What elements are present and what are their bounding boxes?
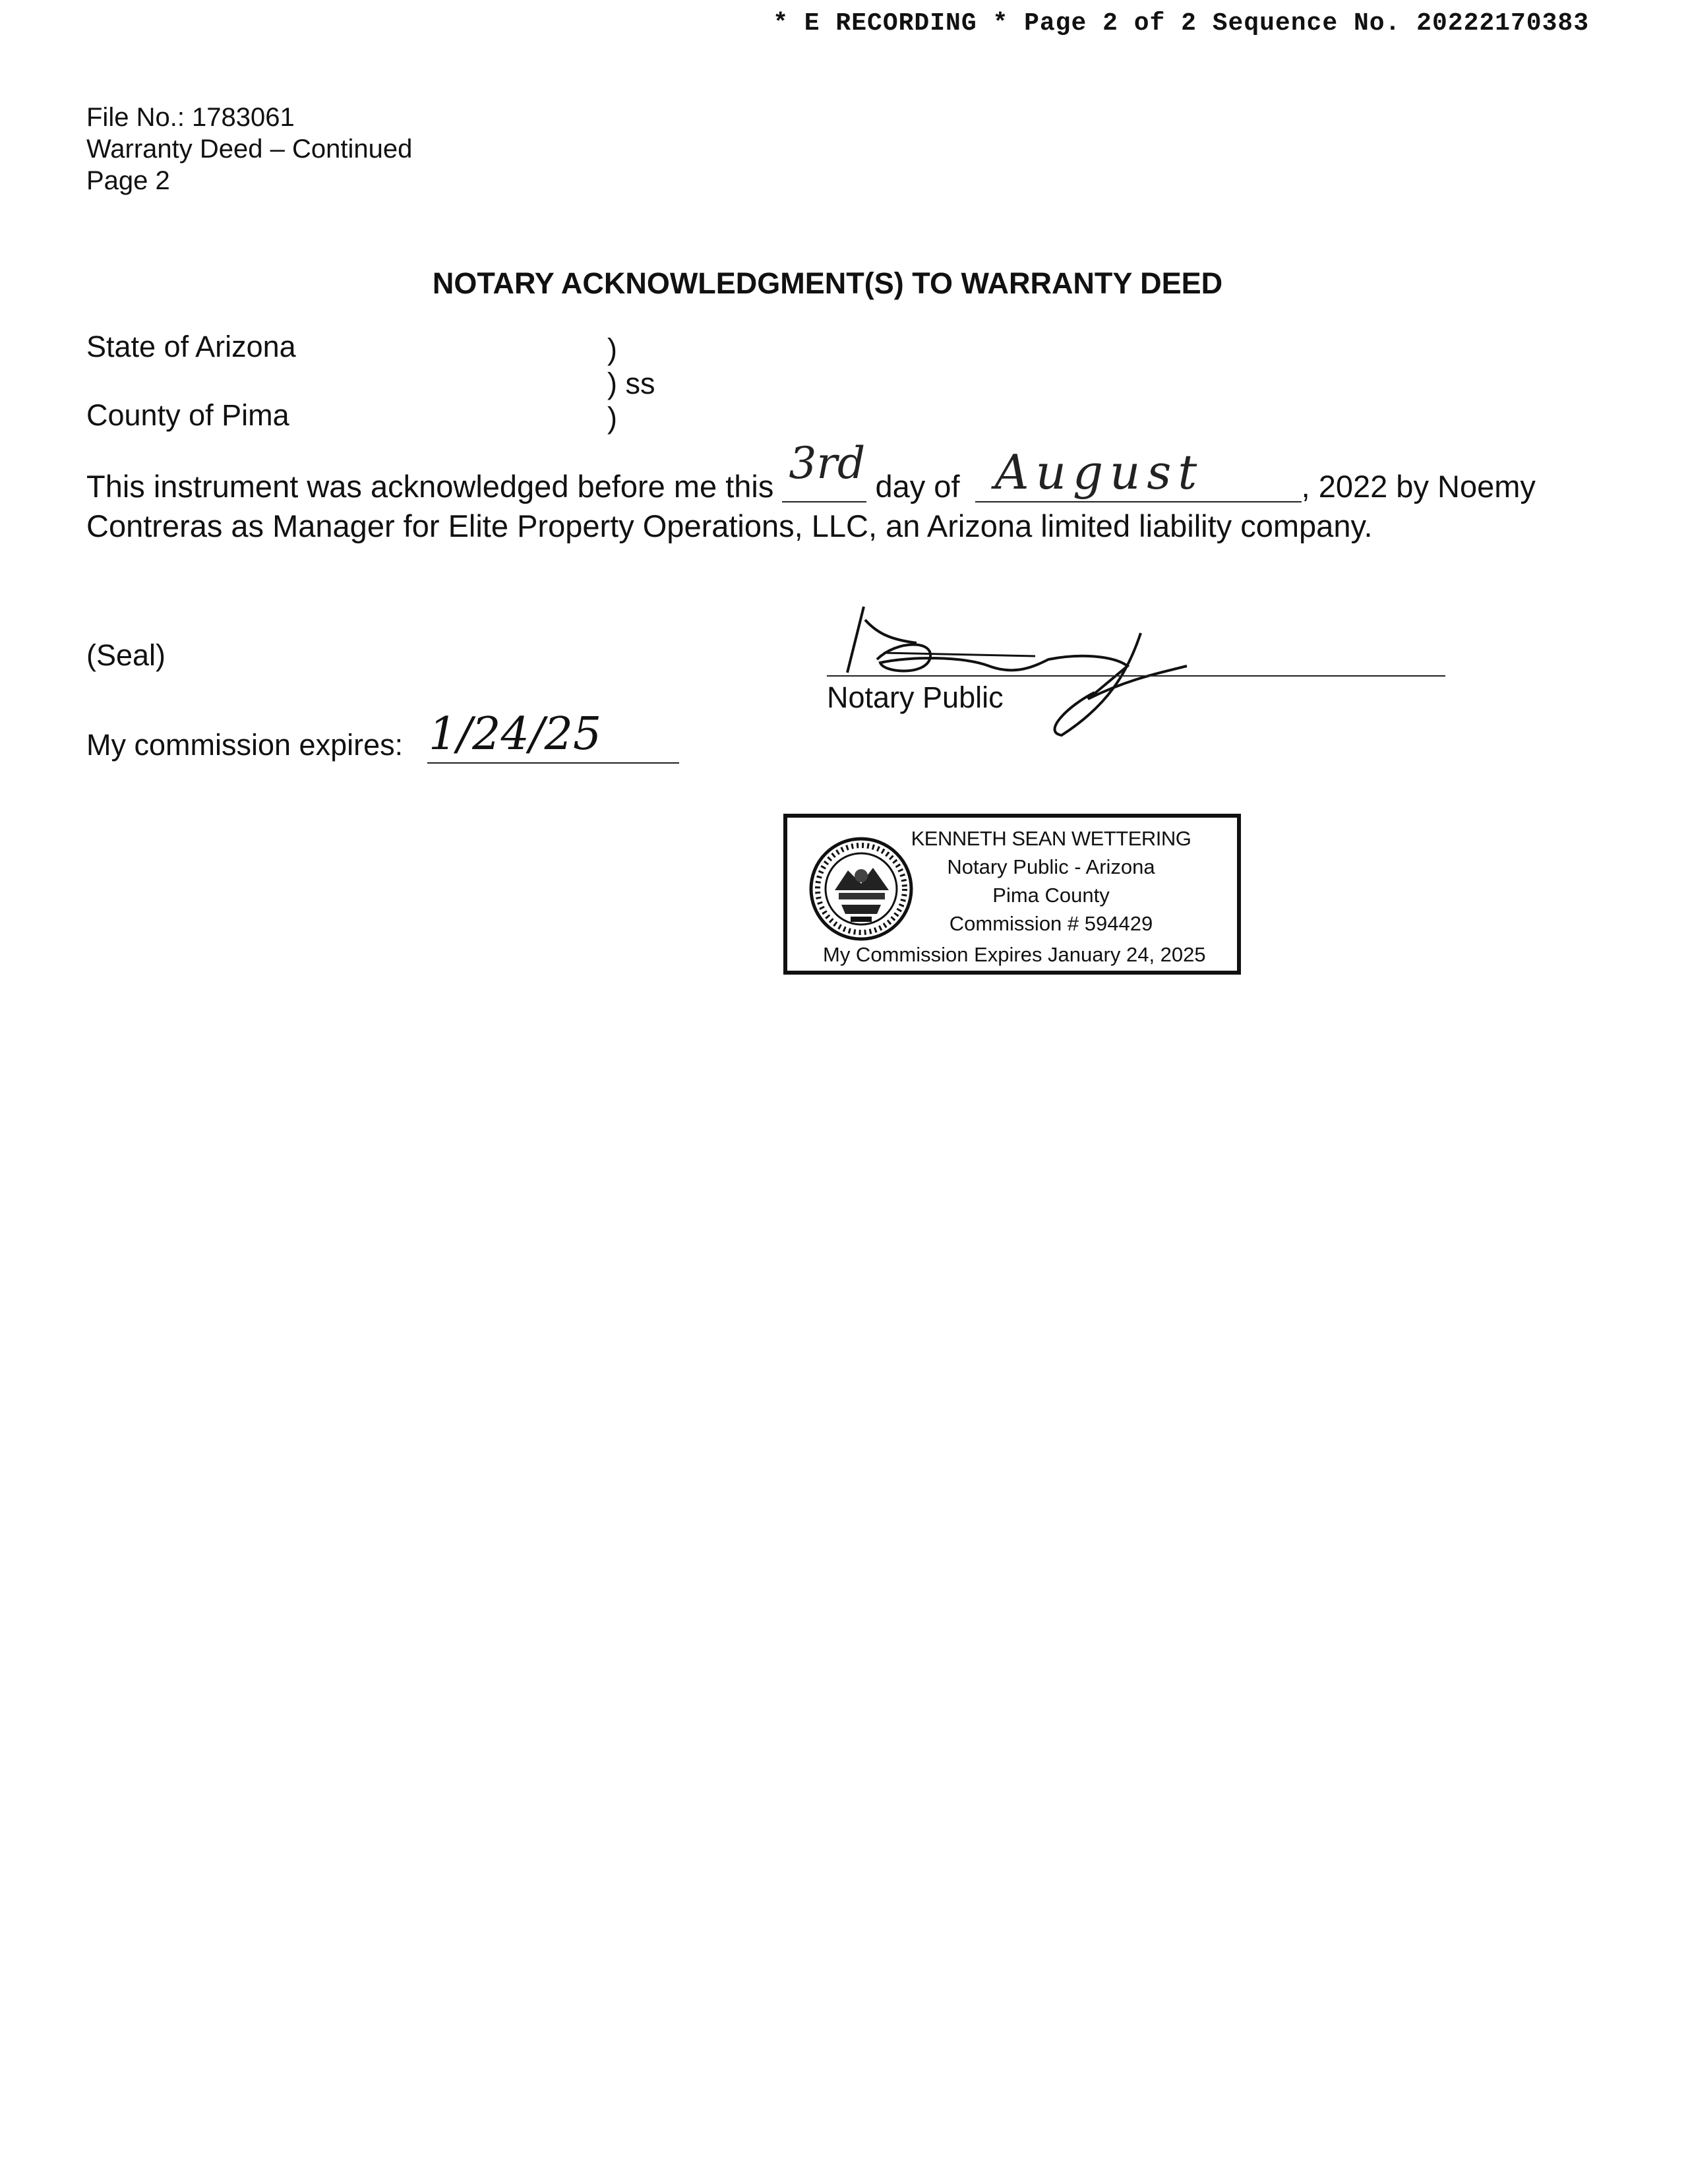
acknowledgment-suffix: , 2022 by Noemy [1301,469,1536,504]
venue-paren-top: ) [607,332,617,366]
handwritten-month: August [994,444,1204,500]
page-number: Page 2 [86,166,170,195]
notary-signature-line [827,675,1445,677]
file-number: File No.: 1783061 [86,103,295,132]
commission-expiration: My Commission Expires January 24, 2025 [823,943,1206,966]
commission-number: Commission # 594429 [949,912,1153,935]
venue-block [86,330,680,442]
deed-continued-label: Warranty Deed – Continued [86,135,413,164]
commission-date-line [427,762,679,764]
stamp-text [873,824,1229,938]
venue-paren-bottom: ) [607,401,617,435]
notary-signature [818,593,1213,739]
seal-label: (Seal) [86,638,166,672]
notary-stamp [783,814,1241,975]
handwritten-commission-date: 1/24/25 [429,708,602,760]
handwritten-day: 3rd [789,438,866,489]
notary-title: Notary Public - Arizona [947,855,1155,878]
acknowledgment-line-1 [86,438,1536,504]
day-blank [782,438,866,502]
document-title: NOTARY ACKNOWLEDGMENT(S) TO WARRANTY DEED [432,266,1223,300]
notary-name: KENNETH SEAN WETTERING [911,827,1191,850]
notary-county: Pima County [992,884,1110,907]
acknowledgment-prefix: This instrument was acknowledged before me this [86,469,774,504]
venue-county: County of Pima [86,398,289,432]
recording-header: * E RECORDING * Page 2 of 2 Sequence No. 20222170383 [773,9,1589,38]
venue-state: State of Arizona [86,330,296,363]
notary-public-label: Notary Public [827,681,1004,714]
month-blank [975,444,1302,502]
day-of-label: day of [875,469,960,504]
acknowledgment-line-2: Contreras as Manager for Elite Property Operations, LLC, an Arizona limited liability company. [86,508,1373,543]
commission-expires-label: My commission expires: [86,728,404,762]
venue-paren-ss: ) ss [607,367,655,400]
file-info-block [86,102,412,197]
